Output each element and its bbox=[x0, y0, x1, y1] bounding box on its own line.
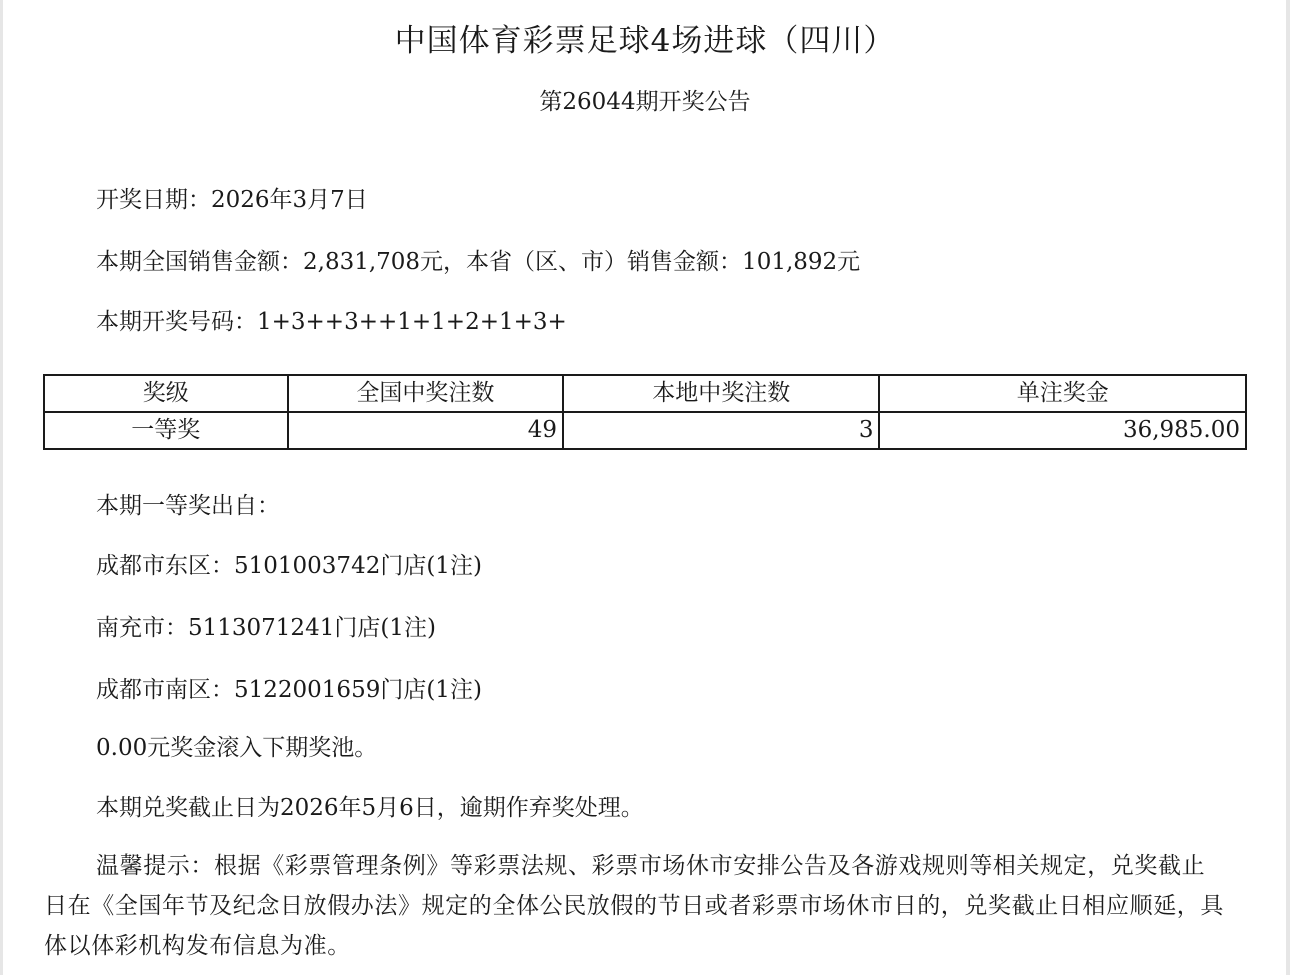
document-title: 中国体育彩票足球4场进球（四川） bbox=[394, 23, 896, 59]
rollover-note: 0.00元奖金滚入下期奖池。 bbox=[96, 735, 378, 761]
friendly-notice: 温馨提示：根据《彩票管理条例》等彩票法规、彩票市场休市安排公告及各游戏规则等相关规定，兑奖截止日在《全国年节及纪念日放假办法》规定的全体公民放假的节日或者彩票市场休市日的，兑奖截止日相应顺延，具体以体彩机构发布信息为准。 bbox=[44, 853, 1224, 959]
page-edge-right bbox=[1286, 0, 1290, 975]
page-edge-left bbox=[0, 0, 3, 975]
header-national-winners: 全国中奖注数 bbox=[288, 375, 564, 412]
sales-amounts: 本期全国销售金额：2,831,708元，本省（区、市）销售金额：101,892元 bbox=[96, 249, 861, 275]
winner-store: 成都市南区：5122001659门店(1注) bbox=[96, 677, 482, 703]
header-local-winners: 本地中奖注数 bbox=[563, 375, 879, 412]
winner-store: 成都市东区：5101003742门店(1注) bbox=[96, 553, 482, 579]
winning-numbers: 本期开奖号码：1+3++3++1+1+2+1+3+ bbox=[96, 309, 567, 335]
cell-local-winners: 3 bbox=[563, 412, 879, 449]
cell-prize-level: 一等奖 bbox=[44, 412, 288, 449]
prize-table-header-row bbox=[44, 375, 1246, 412]
winner-store: 南充市：5113071241门店(1注) bbox=[96, 615, 436, 641]
document-subtitle: 第26044期开奖公告 bbox=[539, 89, 751, 115]
prize-table bbox=[43, 374, 1247, 450]
table-row bbox=[44, 412, 1246, 449]
header-prize-amount: 单注奖金 bbox=[879, 375, 1246, 412]
claim-deadline: 本期兑奖截止日为2026年5月6日，逾期作弃奖处理。 bbox=[96, 795, 644, 821]
header-prize-level: 奖级 bbox=[44, 375, 288, 412]
cell-national-winners: 49 bbox=[288, 412, 564, 449]
winners-heading: 本期一等奖出自： bbox=[96, 493, 280, 519]
draw-date: 开奖日期：2026年3月7日 bbox=[96, 187, 368, 213]
cell-prize-amount: 36,985.00 bbox=[879, 412, 1246, 449]
